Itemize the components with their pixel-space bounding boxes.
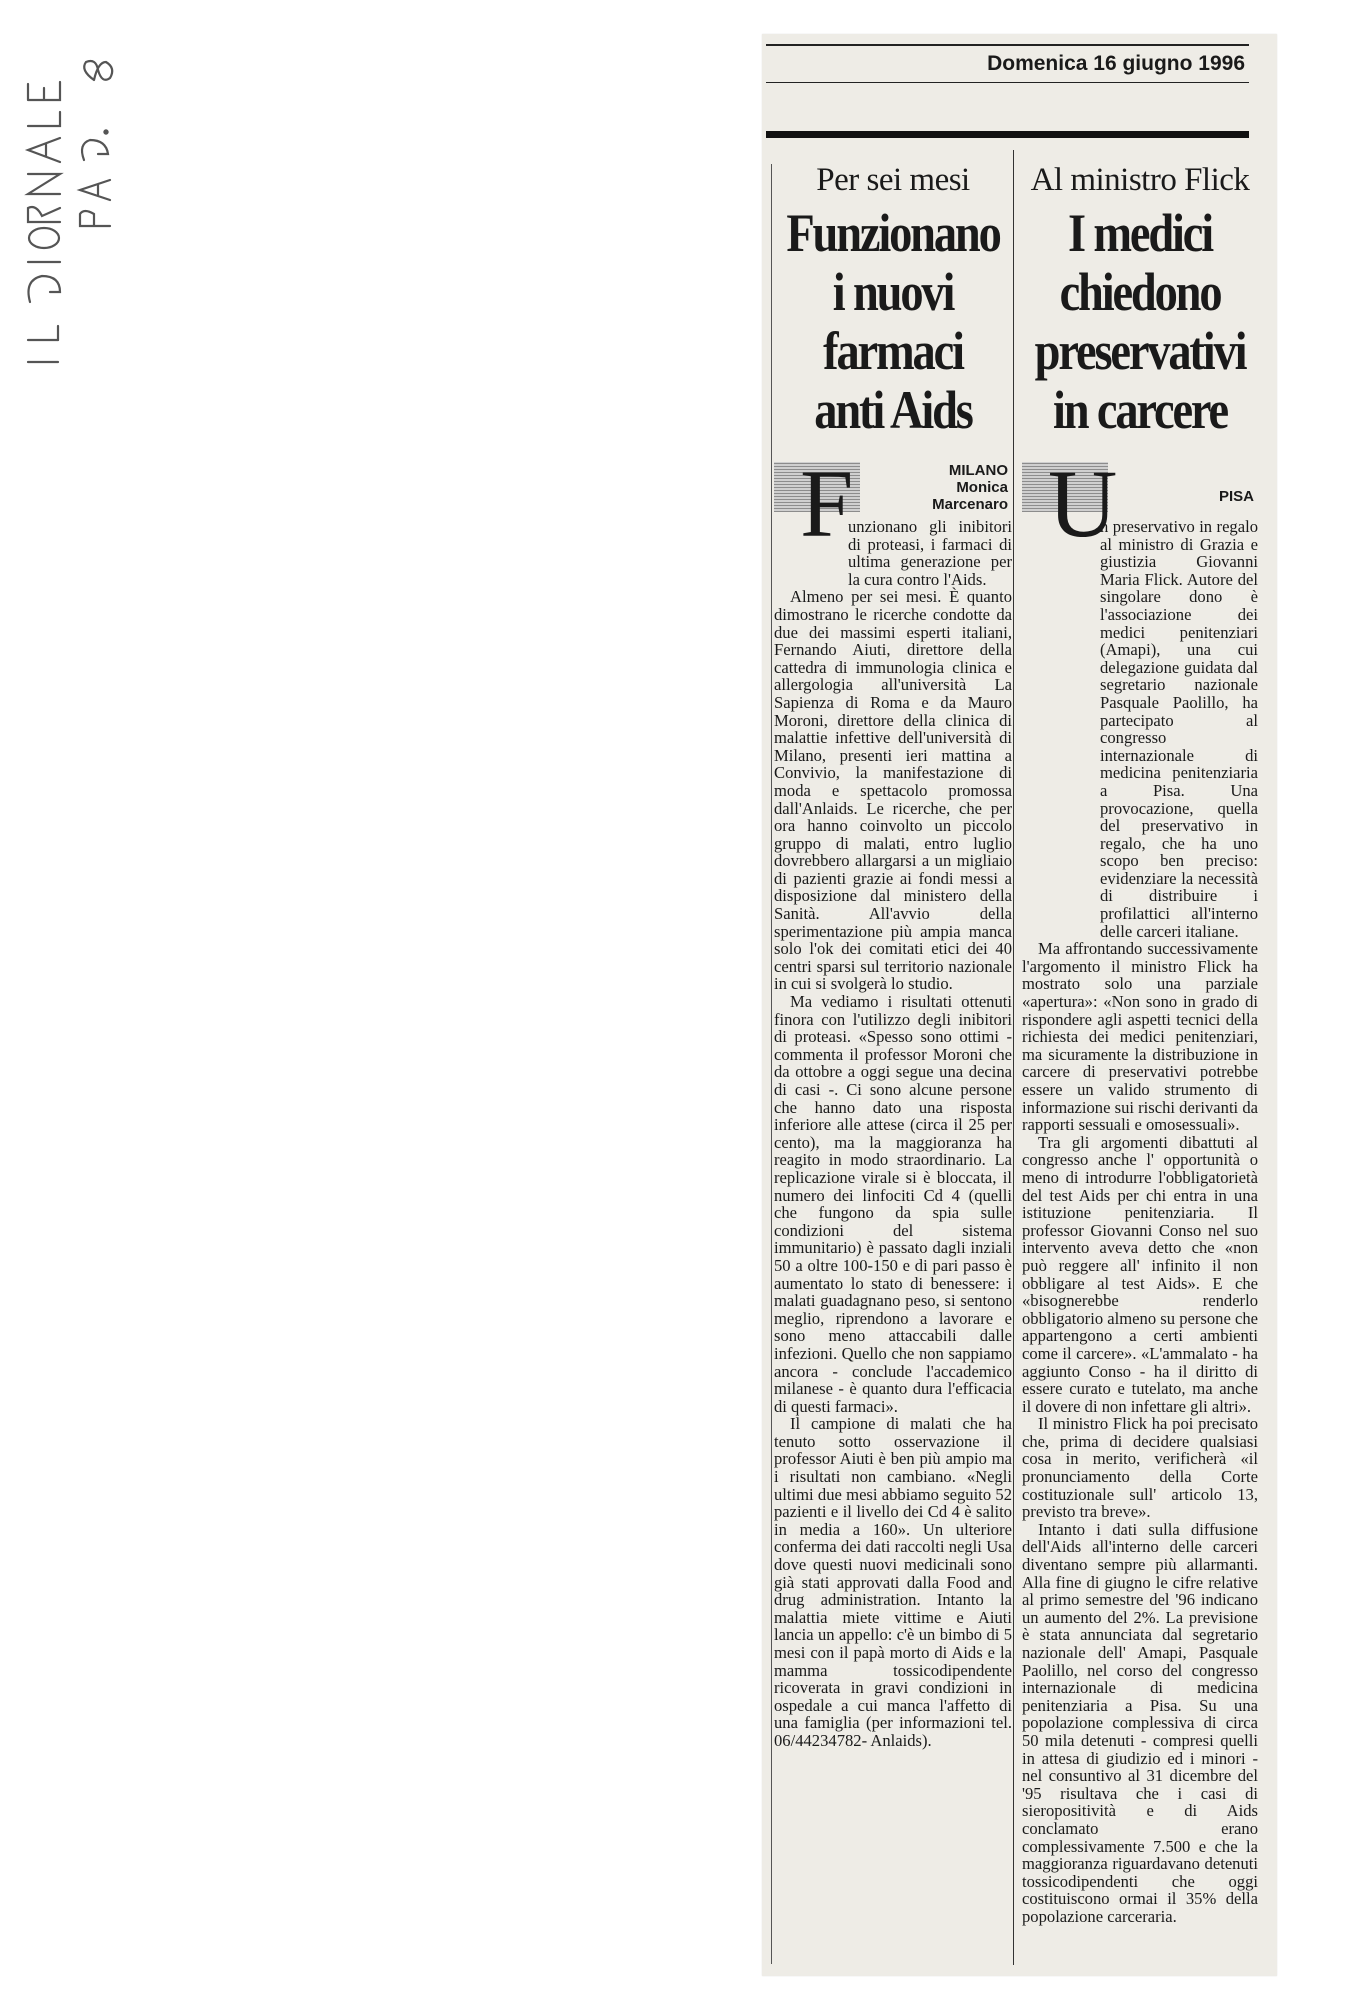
left-headline-line: farmaci: [823, 321, 963, 381]
left-byline: [932, 462, 1008, 513]
column-separator: [1013, 150, 1014, 1965]
paragraph: Tra gli argomenti dibattuti al congresso anche l' opportunità o meno di introdurre l'obbligatorietà del test Aids per chi entra in una istituzione penitenziaria. Il professor Giovanni Conso nel suo intervento aveva detto che «non può reggere all' infinito il non obbligare al test Aids». E che «bisognerebbe renderlo obbligatorio almeno su persone che appartengono a certi ambienti come il carcere». «L'ammalato - ha aggiunto Conso - ha il diritto di essere curato e tutelato, ma anche il dovere di non infettare gli altri».: [1022, 1132, 1258, 1416]
byline-author-first: Monica: [956, 479, 1008, 496]
right-headline-line: chiedono: [1059, 262, 1221, 322]
right-headline-line: preservativi: [1034, 321, 1246, 381]
newspaper-clipping: [762, 34, 1277, 1976]
header-rule: [766, 131, 1249, 138]
right-article-body: [1022, 518, 1258, 1926]
paragraph: Intanto i dati sulla diffusione dell'Aids all'interno delle carceri diventano sempre più allarmanti. Alla fine di giugno le cifre relative al primo semestre del '96 indicano un aumento del 2%. La previsione è stata annunciata dal segretario nazionale dell' Amapi, Pasquale Paolillo, nel corso del congresso internazionale di medicina penitenziaria a Pisa. Su una popolazione complessiva di circa 50 mila detenuti - compresi quelli in attesa di giudizio ed i minori - nel consuntivo al 31 dicembre del '95 risultava che i casi di sieropositività e di Aids conclamato erano complessivamente 7.500 e che la maggioranza riguardavano detenuti tossicodipendenti che oggi costituiscono ormai il 35% della popolazione carceraria.: [1022, 1519, 1258, 1926]
left-headline-line: i nuovi: [832, 262, 954, 322]
right-dropcap: U: [1048, 450, 1118, 557]
byline-place: PISA: [1218, 488, 1254, 505]
right-lead: [1022, 450, 1258, 557]
paragraph: Ma affrontando successivamente l'argomento il ministro Flick ha mostrato solo una parziale «apertura»: «Non sono in grado di rispondere agli aspetti tecnici della richiesta dei medici penitenziari, ma sicuramente la distribuzione in carcere di preservativi potrebbe essere un valido strumento di informazione sui rischi derivanti da rapporti sessuali e omosessuali».: [1022, 939, 1258, 1135]
byline-author-last: Marcenaro: [932, 496, 1008, 513]
right-headline-line: in carcere: [1052, 380, 1228, 440]
right-kicker: Al ministro Flick: [1030, 162, 1250, 198]
dateline-bar: [766, 44, 1249, 83]
left-kicker: Per sei mesi: [816, 162, 970, 198]
left-headline-line: Funzionano: [786, 203, 1000, 263]
paragraph: unzionano gli inibitori di proteasi, i farmaci di ultima generazione per la cura contro l'Aids.: [848, 517, 1012, 589]
left-dropcap: F: [800, 450, 854, 557]
issue-date: Domenica 16 giugno 1996: [987, 52, 1245, 75]
paragraph: Almeno per sei mesi. È quanto dimostrano le ricerche condotte da due dei massimi esperti italiani, Fernando Aiuti, direttore della cattedra di immunologia clinica e allergologia all'università La Sapienza di Roma e da Mauro Moroni, direttore della clinica di malattie infettive dell'università di Milano, presenti ieri mattina a Convivio, la manifestazione di moda e spettacolo promossa dall'Anlaids. Le ricerche, che per ora hanno coinvolto un piccolo gruppo di malati, entro luglio dovrebbero allargarsi a un migliaio di pazienti grazie ai fondi messi a disposizione dal ministero della Sanità. All'avvio della sperimentazione più ampia manca solo l'ok dei comitati etici dei 40 centri sparsi sul territorio nazionale in cui si svolgerà lo studio.: [774, 587, 1012, 994]
column-border-left: [771, 164, 772, 1964]
byline-place: MILANO: [948, 462, 1008, 479]
left-article-body: [774, 518, 1012, 1750]
paragraph: Il campione di malati che ha tenuto sotto osservazione il professor Aiuti è ben più ampio ma i risultati non cambiano. «Negli ultimi due mesi abbiamo seguito 52 pazienti e il livello dei Cd 4 è salito in media a 160». Un ulteriore conferma dei dati raccolti negli Usa dove questi nuovi medicinali sono già stati approvati dalla Food and drug administration. Intanto la malattia miete vittime e Aiuti lancia un appello: c'è un bimbo di 5 mesi con il papà morto di Aids e la mamma tossicodipendente ricoverata in gravi condizioni in ospedale a cui manca l'affetto di una famiglia (per informazioni tel. 06/44234782- Anlaids).: [774, 1414, 1012, 1750]
handwriting-image: [14, 40, 124, 370]
paragraph: Il ministro Flick ha poi precisato che, prima di decidere qualsiasi cosa in merito, verificherà «il pronunciamento della Corte costituzionale sull' articolo 13, previsto tra breve».: [1022, 1414, 1258, 1522]
right-headline-line: I medici: [1067, 203, 1213, 263]
right-headline: [1026, 204, 1253, 440]
handwritten-margin-note: [14, 40, 124, 370]
right-byline: [1219, 488, 1254, 505]
right-article: [1022, 158, 1258, 1926]
paragraph: Ma vediamo i risultati ottenuti finora con l'utilizzo degli inibitori di proteasi. «Spesso sono ottimi - commenta il professor Moroni che da ottobre a oggi segue una decina di casi -. Ci sono alcune persone che hanno dato una risposta inferiore alle attese (circa il 25 per cento), ma la maggioranza ha reagito in modo straordinario. La replicazione virale si è bloccata, il numero dei linfociti Cd 4 (quelli che fungono da spia sulle condizioni del sistema immunitario) è passato dagli inziali 50 a oltre 100-150 e di pari passo è aumentato lo stato di benessere: i malati guadagnano peso, si sentono meglio, riprendono a lavorare e sono meno attaccabili dalle infezioni. Quello che non sappiamo ancora - conclude l'accademico milanese - è quanto dura l'efficacia di questi farmaci».: [774, 992, 1012, 1416]
left-article: [774, 158, 1012, 1750]
left-headline: [779, 204, 1008, 440]
paragraph: n preservativo in regalo al ministro di Grazia e giustizia Giovanni Maria Flick. Autore del singolare dono è l'associazione dei medici penitenziari (Amapi), una cui delegazione guidata dal segretario nazionale Pasquale Paolillo, ha partecipato al congresso internazionale di medicina penitenziaria a Pisa. Una provocazione, quella del preservativo in regalo, che ha uno scopo ben preciso: evidenziare la necessità di distribuire i profilattici all'interno delle carceri italiane.: [1100, 517, 1258, 941]
left-headline-line: anti Aids: [814, 380, 972, 440]
